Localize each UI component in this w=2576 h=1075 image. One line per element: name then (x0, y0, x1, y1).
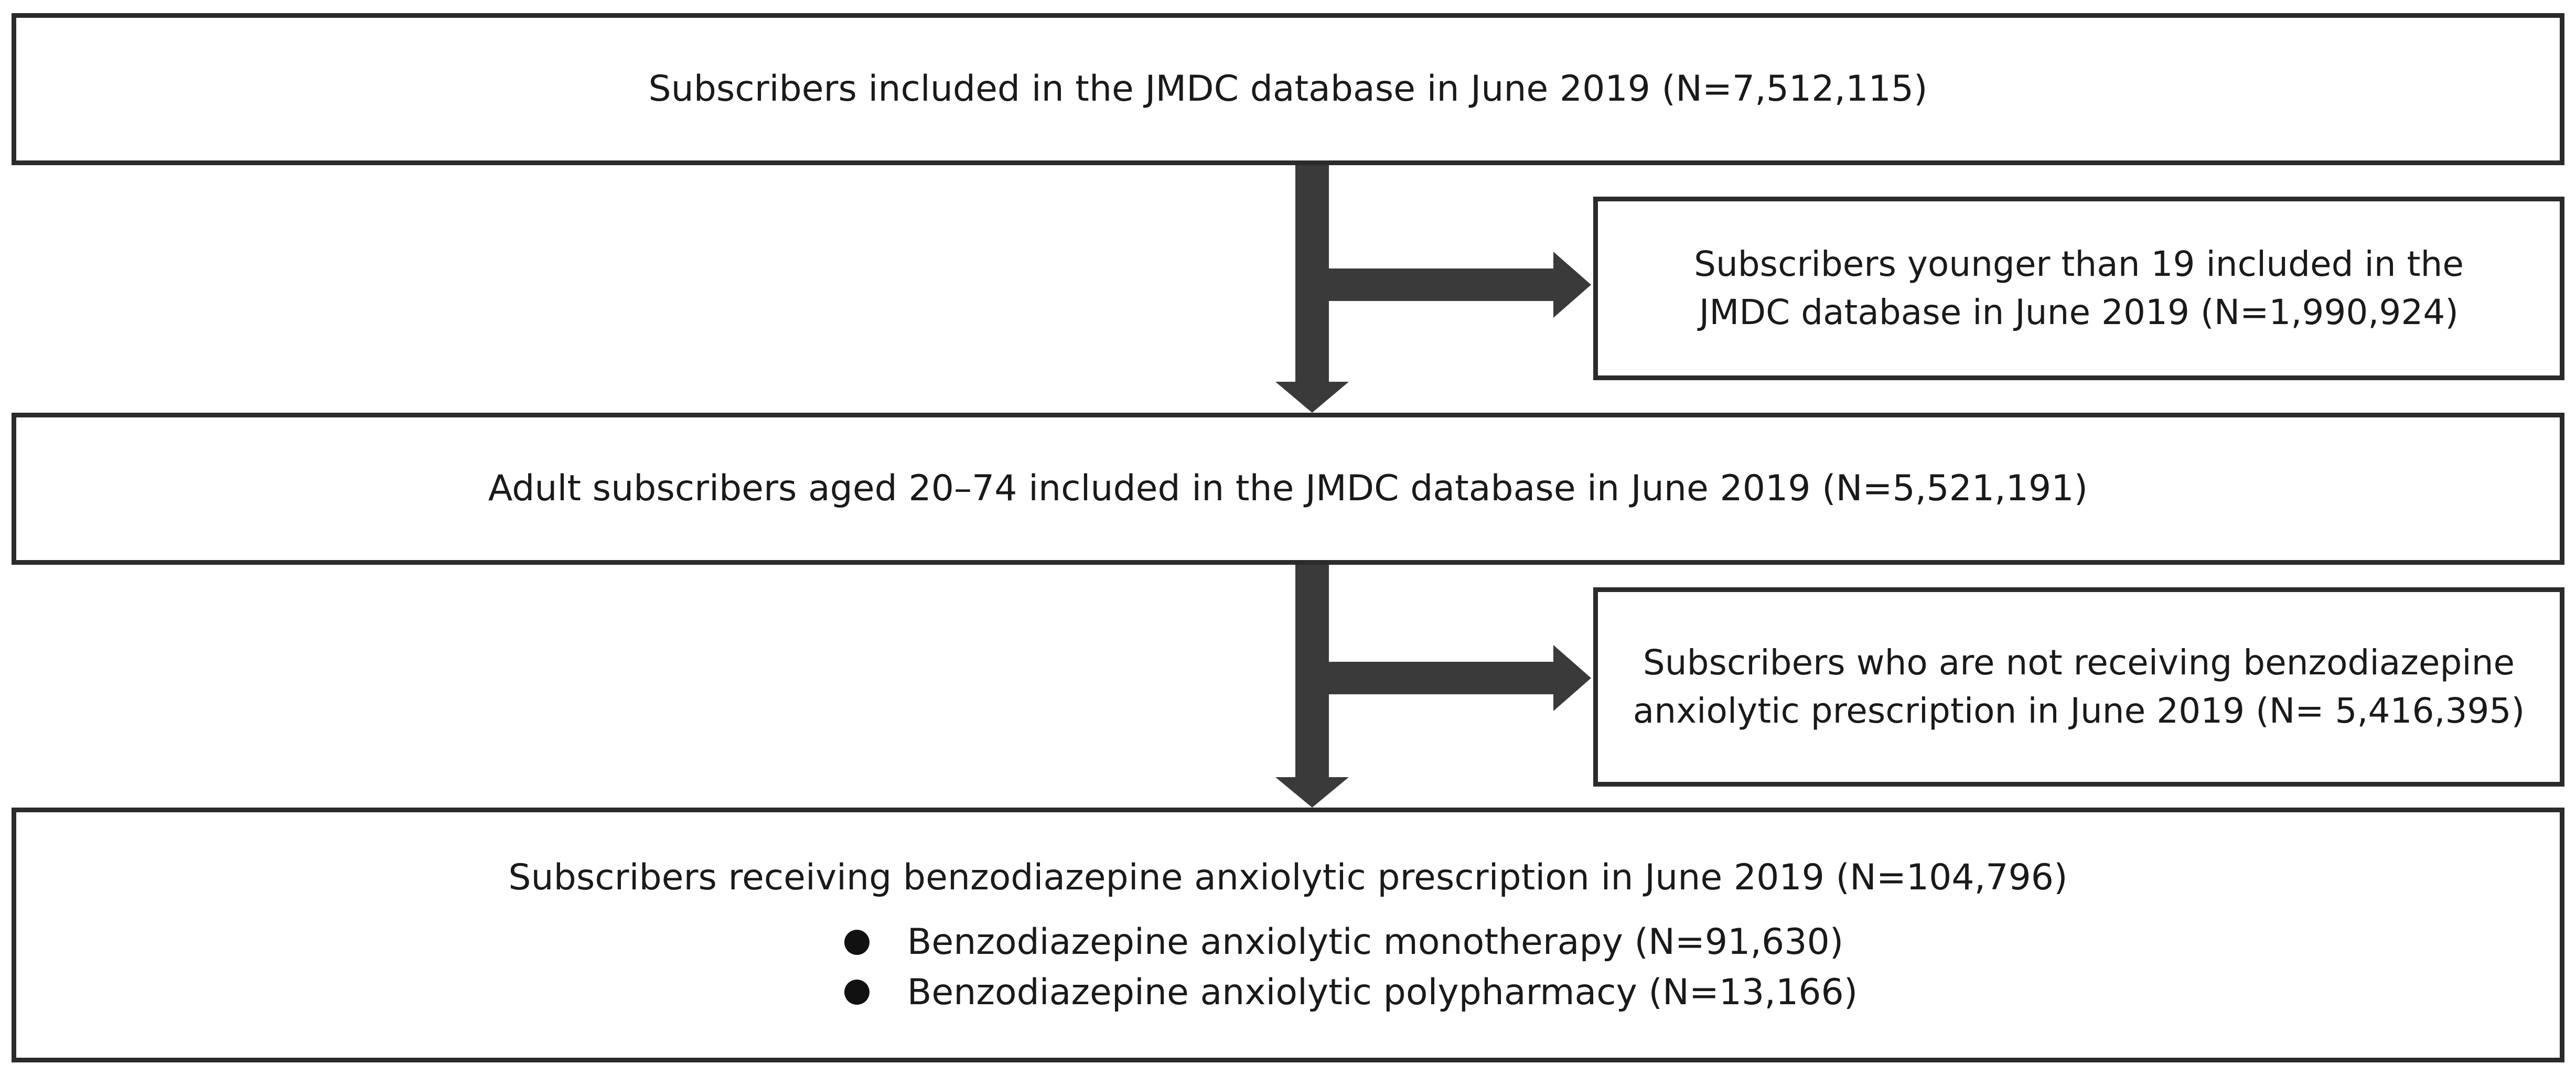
excluded-under-19-line-1: Subscribers younger than 19 included in the (1694, 243, 2464, 284)
branch-1-head (1553, 252, 1591, 318)
branch-2-head (1553, 645, 1591, 711)
excluded-not-receiving-line-1: Subscribers who are not receiving benzodiazepine (1643, 642, 2515, 683)
arrow-branch-to-excluded-1 (1327, 252, 1591, 318)
box-receiving-prescription (12, 808, 2564, 1062)
excluded-under-19-line-2: JMDC database in June 2019 (N=1,990,924) (1699, 292, 2459, 332)
arrow-1-shaft (1295, 164, 1329, 383)
box-excluded-under-19 (1593, 197, 2564, 380)
bullet-dot-icon (844, 930, 870, 955)
arrow-1-head (1275, 382, 1349, 413)
box-adult-subscribers (12, 413, 2564, 565)
total-subscribers-text: Subscribers included in the JMDC database in June 2019 (N=7,512,115) (648, 68, 1928, 110)
bullet-dot-icon (844, 980, 870, 1005)
adult-subscribers-text: Adult subscribers aged 20–74 included in the JMDC database in June 2019 (N=5,521,191) (488, 468, 2088, 510)
arrow-branch-to-excluded-2 (1327, 645, 1591, 711)
therapy-bullet-list (844, 917, 1858, 1017)
receiving-prescription-text: Subscribers receiving benzodiazepine anxiolytic prescription in June 2019 (N=104,796) (508, 857, 2068, 899)
box-total-subscribers (12, 13, 2564, 165)
arrow-2-head (1275, 777, 1349, 808)
branch-1-shaft (1327, 268, 1555, 301)
arrow-2-shaft (1295, 563, 1329, 778)
polypharmacy-text: Benzodiazepine anxiolytic polypharmacy (N=13,166) (907, 971, 1858, 1013)
excluded-not-receiving-line-2: anxiolytic prescription in June 2019 (N= 5,416,395) (1633, 691, 2525, 731)
monotherapy-text: Benzodiazepine anxiolytic monotherapy (N=91,630) (907, 921, 1844, 963)
box-excluded-not-receiving (1593, 587, 2564, 787)
branch-2-shaft (1327, 662, 1555, 694)
bullet-monotherapy (844, 917, 1858, 967)
bullet-polypharmacy (844, 968, 1858, 1017)
